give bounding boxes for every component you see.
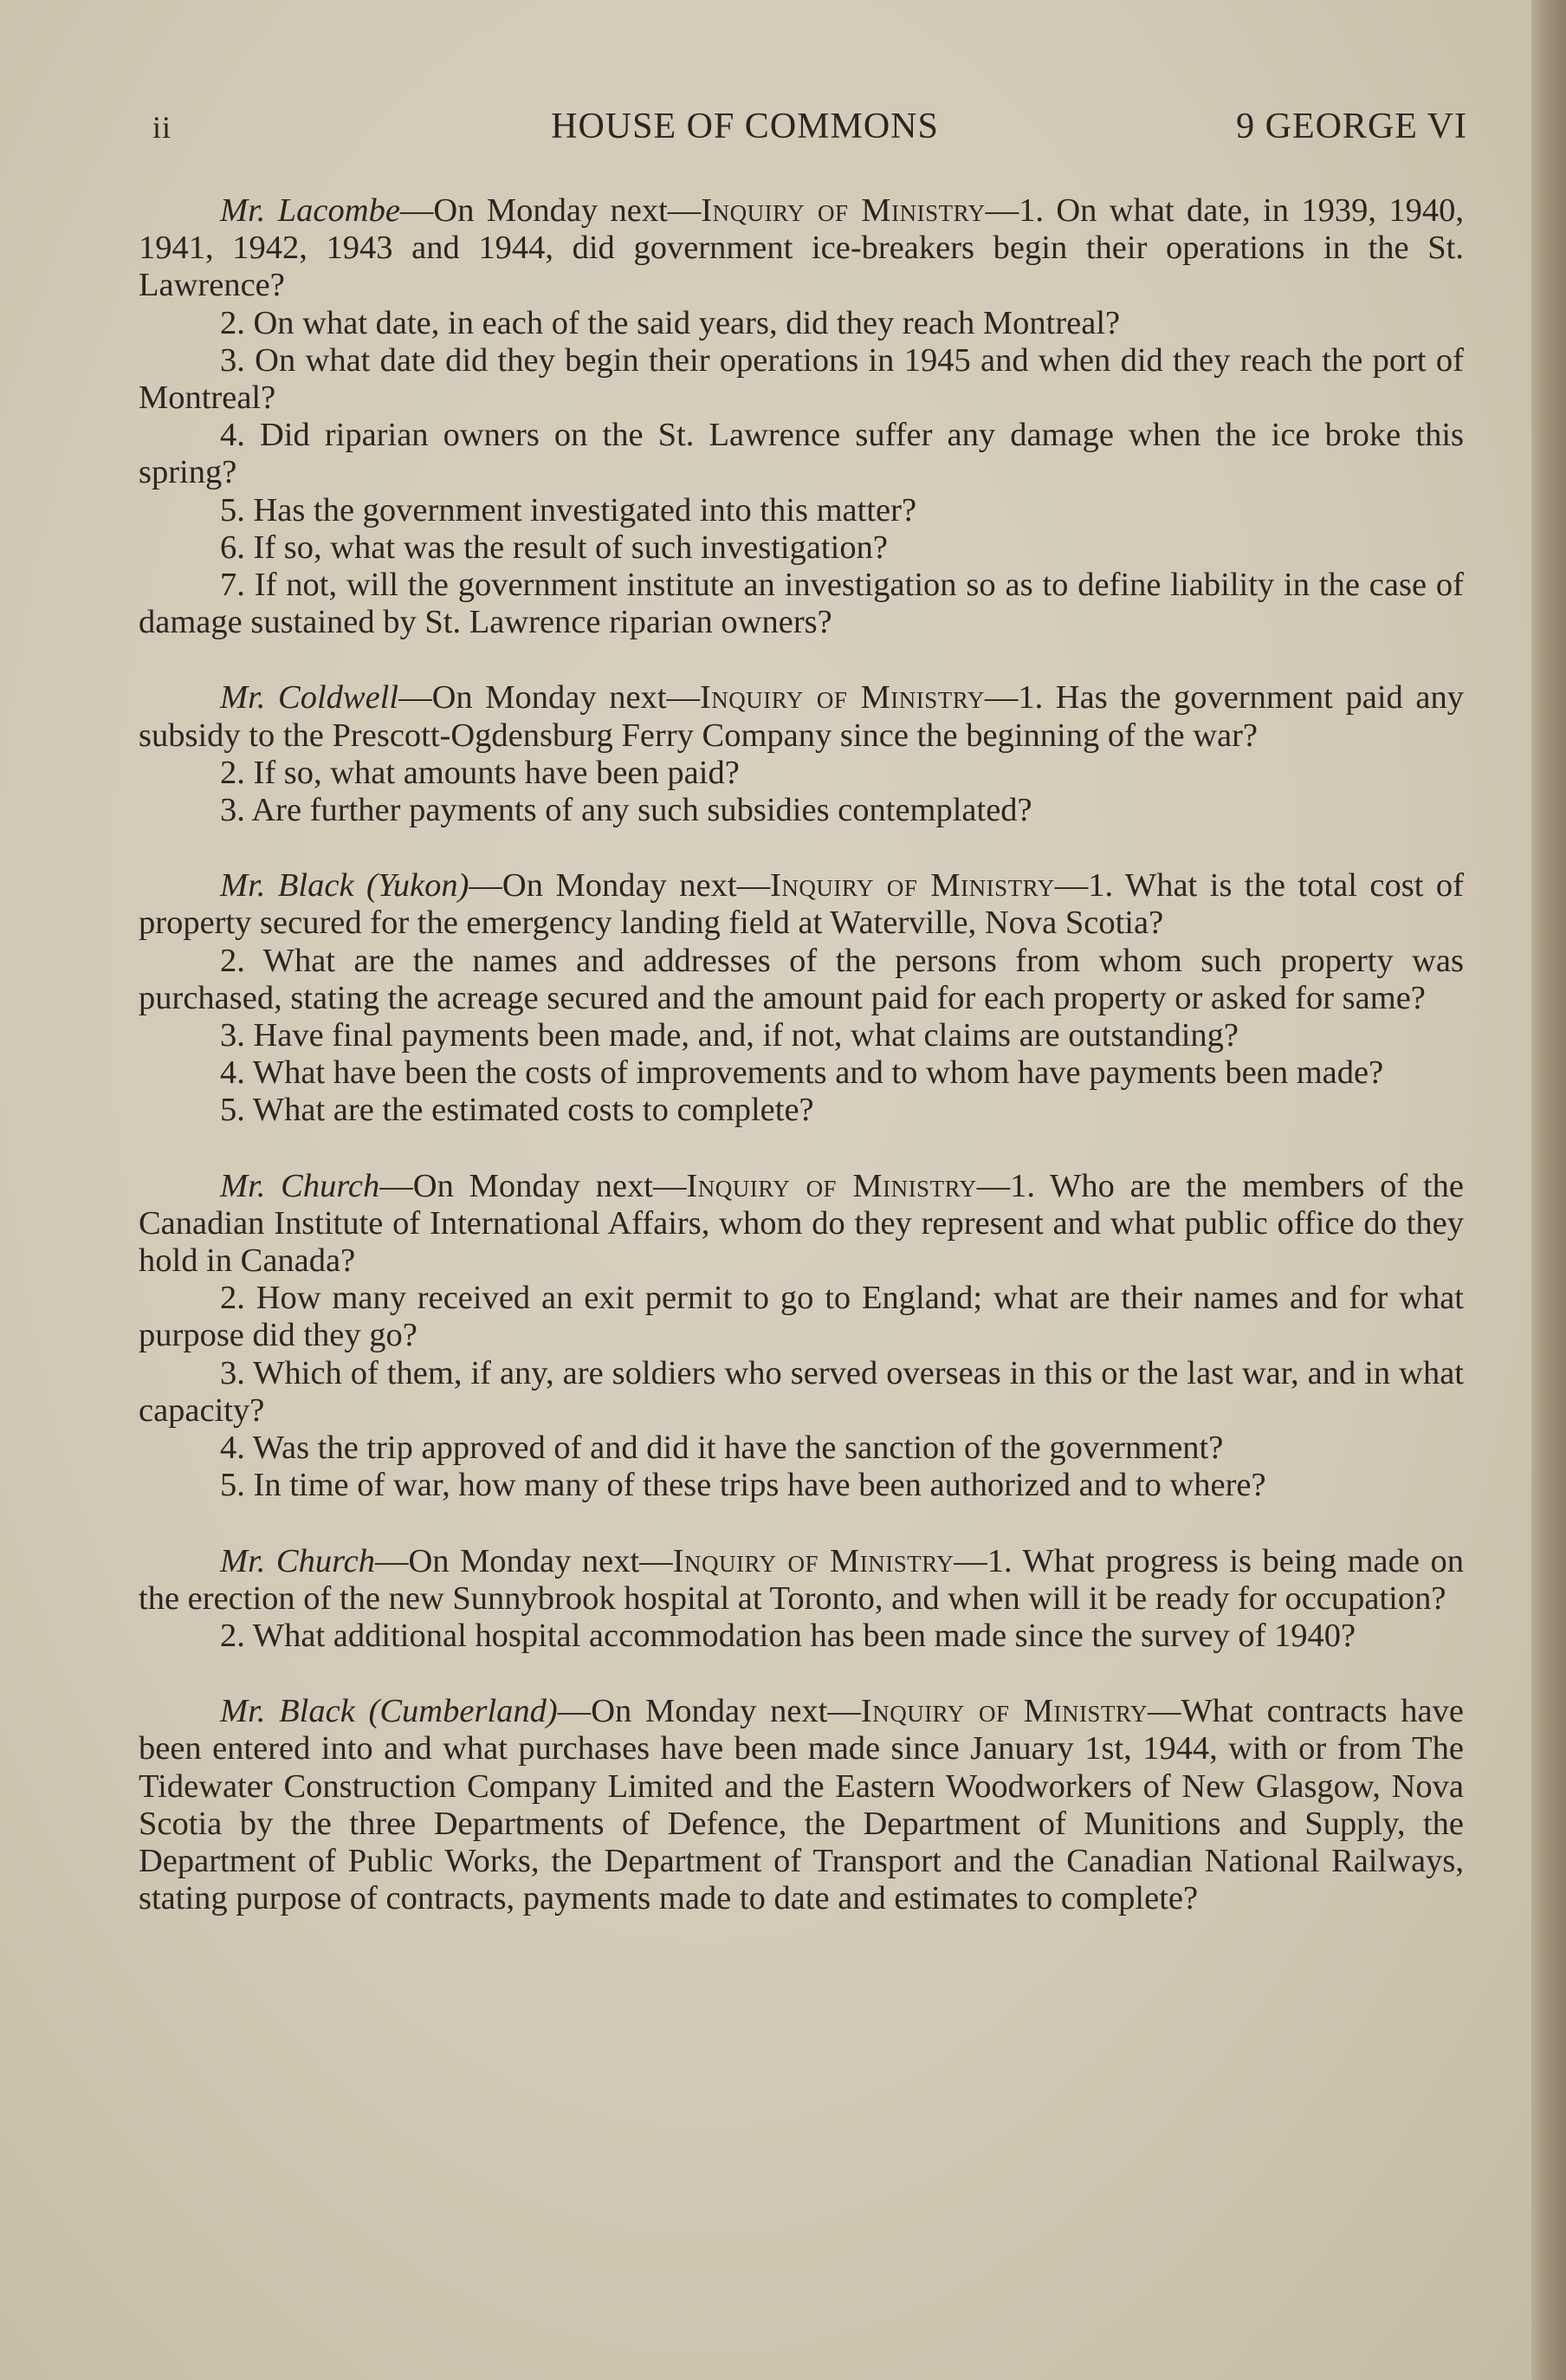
- question-item: 6. If so, what was the result of such investigation?: [220, 529, 888, 566]
- question-text: —1. Who are the members of the Canadian Institute of International Affairs, whom do they represent and what public office do they hold in Canada?: [139, 1167, 1464, 1280]
- notice-first-question: [139, 679, 1464, 754]
- notice-first-question: [139, 1543, 1464, 1618]
- member-name: Mr. Coldwell: [220, 679, 399, 717]
- notice-first-question: [139, 1693, 1464, 1917]
- question-text: —1. What is the total cost of property secured for the emergency landing field at Waterville, Nova Scotia?: [139, 867, 1464, 942]
- question-item: 3. Which of them, if any, are soldiers who served overseas in this or the last war, and in what capacity?: [139, 1354, 1464, 1429]
- question-item: 2. What are the names and addresses of the persons from whom such property was purchased, stating the acreage secured and the amount paid for each property or asked for same?: [139, 942, 1464, 1016]
- question-item: 5. What are the estimated costs to complete?: [220, 1092, 814, 1129]
- member-name: Mr. Church: [220, 1542, 375, 1579]
- question-item: 4. Was the trip approved of and did it have the sanction of the government?: [220, 1430, 1224, 1467]
- notice-first-question: [139, 1168, 1464, 1281]
- question-item: 4. What have been the costs of improvements and to whom have payments been made?: [220, 1054, 1384, 1092]
- notices-body: [139, 192, 1464, 1955]
- question-text: —What contracts have been entered into and what purchases have been made since January 1st, 1944, with or from The Tidewater Construction Company Limited and the Eastern Woodworkers of New Glasgow, Nova Scotia by the three Departments of Defence, the Department of Munitions and Supply, the Department of Public Works, the Department of Transport and the Canadian National Railways, stating purpose of contracts, payments made to date and estimates to complete?: [139, 1693, 1464, 1917]
- question-text: —1. Has the government paid any subsidy to the Prescott-Ogdensburg Ferry Company since the beginning of the war?: [139, 679, 1464, 754]
- question-item: 2. What additional hospital accommodation has been made since the survey of 1940?: [220, 1617, 1356, 1654]
- header-reign: 9 GEORGE VI: [1236, 107, 1467, 146]
- question-item: 2. How many received an exit permit to go to England; what are their names and for what purpose did they go?: [139, 1280, 1464, 1354]
- inquiry-label: Inquiry of Ministry: [686, 1167, 977, 1204]
- notice-block: [139, 867, 1464, 1129]
- question-item: 7. If not, will the government institute an investigation so as to define liability in the case of damage sustained by St. Lawrence riparian owners?: [139, 567, 1464, 641]
- notice-lead: —On Monday next—: [379, 1167, 687, 1204]
- question-item: 3. On what date did they begin their operations in 1945 and when did they reach the port of Montreal?: [139, 341, 1464, 417]
- inquiry-label: Inquiry of Ministry: [672, 1542, 954, 1579]
- inquiry-label: Inquiry of Ministry: [699, 679, 985, 717]
- question-item: 5. Has the government investigated into this matter?: [220, 491, 917, 529]
- question-item: 2. On what date, in each of the said years, did they reach Montreal?: [220, 304, 1121, 341]
- inquiry-label: Inquiry of Ministry: [770, 867, 1055, 905]
- member-name: Mr. Church: [220, 1167, 380, 1204]
- notice-lead: —On Monday next—: [469, 867, 771, 905]
- notice-lead: —On Monday next—: [399, 192, 702, 229]
- question-text: —1. On what date, in 1939, 1940, 1941, 1942, 1943 and 1944, did government ice-breakers begin their operations in the St. Lawrence?: [139, 192, 1464, 304]
- question-item: 3. Are further payments of any such subsidies contemplated?: [220, 792, 1032, 829]
- question-item: 5. In time of war, how many of these trips have been authorized and to where?: [220, 1467, 1266, 1504]
- member-name: Mr. Black (Yukon): [220, 867, 469, 905]
- question-item: 2. If so, what amounts have been paid?: [220, 754, 740, 791]
- member-name: Mr. Lacombe: [220, 192, 400, 229]
- header-title: HOUSE OF COMMONS: [551, 107, 939, 146]
- notice-lead: —On Monday next—: [557, 1693, 861, 1730]
- question-text: —1. What progress is being made on the erection of the new Sunnybrook hospital at Toronto, and when will it be ready for occupation?: [139, 1542, 1464, 1617]
- running-header: [152, 102, 1467, 154]
- page-number: ii: [152, 110, 172, 145]
- notice-first-question: [139, 867, 1464, 942]
- notice-block: [139, 1543, 1464, 1656]
- notice-lead: —On Monday next—: [398, 679, 700, 717]
- notice-block: [139, 1693, 1464, 1917]
- question-item: 3. Have final payments been made, and, if not, what claims are outstanding?: [220, 1017, 1239, 1054]
- question-item: 4. Did riparian owners on the St. Lawrence suffer any damage when the ice broke this spring?: [139, 417, 1464, 491]
- inquiry-label: Inquiry of Ministry: [860, 1693, 1148, 1730]
- page-edge: [1531, 0, 1566, 2380]
- notice-first-question: [139, 192, 1464, 305]
- notice-lead: —On Monday next—: [375, 1542, 673, 1579]
- notice-block: [139, 192, 1464, 641]
- notice-block: [139, 679, 1464, 829]
- member-name: Mr. Black (Cumberland): [220, 1693, 558, 1730]
- notice-block: [139, 1168, 1464, 1505]
- inquiry-label: Inquiry of Ministry: [701, 192, 986, 229]
